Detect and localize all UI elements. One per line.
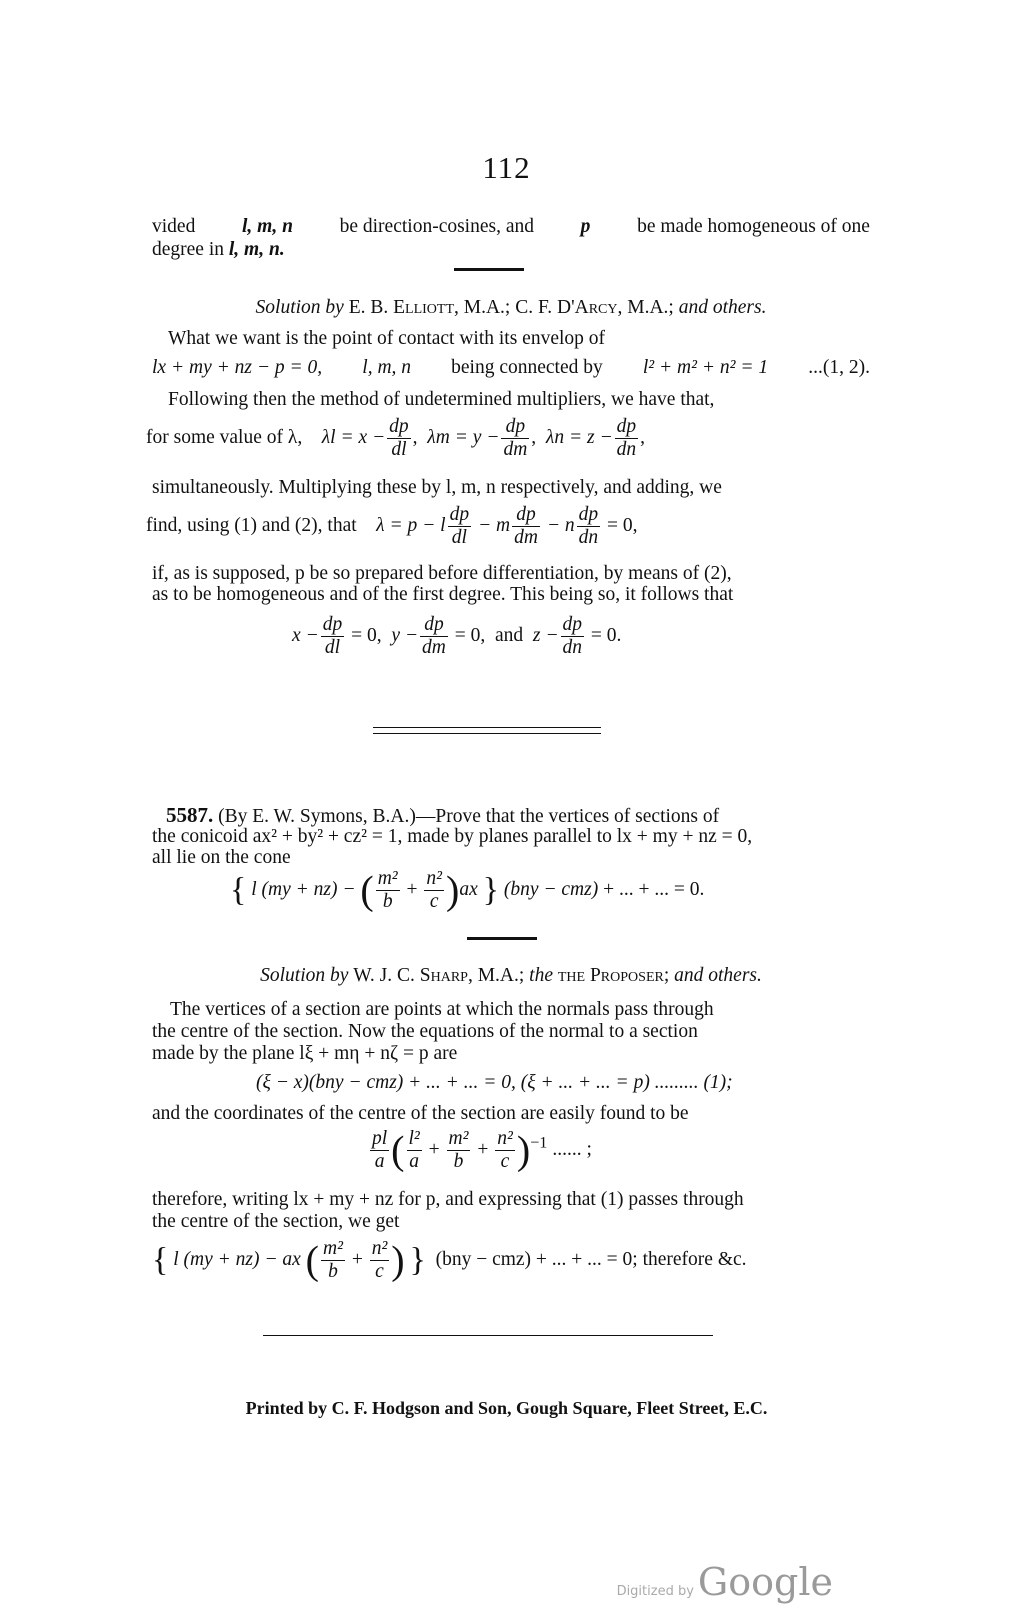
solution-lead: Solution by xyxy=(260,965,349,986)
google-watermark xyxy=(617,1560,833,1604)
intro-text: be made homogeneous of one xyxy=(637,216,870,237)
printer-footer: Printed by C. F. Hodgson and Son, Gough Square, Fleet Street, E.C. xyxy=(245,1398,768,1418)
question-line-2: the conicoid ax² + by² + cz² = 1, made by planes parallel to lx + my + nz = 0, xyxy=(152,826,753,847)
paragraph: Following then the method of undetermined multipliers, we have that, xyxy=(168,389,715,410)
eq-text: being connected by xyxy=(451,357,603,378)
paragraph: if, as is supposed, p be so prepared before differentiation, by means of (2), xyxy=(152,563,732,584)
question-number: 5587. xyxy=(166,803,214,827)
lambda-sum-equation: find, using (1) and (2), that λ = p − l $\frac{dp}{dl}$ − m $\frac{dp}{dm}$ − n $\frac{dp}{dn}$ = 0, xyxy=(146,504,638,548)
section-rule xyxy=(373,733,601,734)
divider xyxy=(467,937,537,940)
paragraph: The vertices of a section are points at which the normals pass through xyxy=(170,999,714,1020)
paragraph: the centre of the section, we get xyxy=(152,1211,400,1232)
eq-cond: l² + m² + n² = 1 xyxy=(642,357,769,378)
intro-text: vided xyxy=(152,216,196,237)
paragraph: simultaneously. Multiplying these by l, m, n respectively, and adding, we xyxy=(152,477,722,498)
eq-plane: lx + my + nz − p = 0, xyxy=(152,357,323,378)
solution-heading-2: Solution by W. J. C. Sharp, M.A.; the the Proposer; and others. xyxy=(260,965,762,986)
eq-ref: ...(1, 2). xyxy=(808,357,870,378)
lambda-equations: for some value of λ, λl = x − $\frac{dp}{dl}$ , λm = y − $\frac{dp}{dm}$ , λn = z − $\frac{dp}{dn}$ , xyxy=(146,416,646,460)
solution-tail: and others. xyxy=(674,965,762,986)
intro-vars: l, m, n. xyxy=(228,239,285,260)
equation-plane xyxy=(152,356,870,380)
divider xyxy=(454,268,524,271)
footer-rule xyxy=(263,1335,713,1336)
final-tail: (bny − cmz) + ... + ... = 0; therefore &c. xyxy=(435,1248,747,1270)
solution-proposer: the Proposer; xyxy=(557,965,670,986)
normal-equation: (ξ − x)(bny − cmz) + ... + ... = 0, (ξ + ... + ... = p) ......... (1); xyxy=(256,1072,733,1093)
intro-var-p: p xyxy=(580,216,591,237)
intro-vars: l, m, n xyxy=(242,216,293,237)
final-equation: { l (my + nz) − ax ( $\frac{\text{m²}}{b}$ + $\frac{\text{n²}}{c}$ ) } (bny − cmz) + ... + ... = 0; therefore &c. xyxy=(152,1237,747,1283)
eq-text: find, using (1) and (2), that xyxy=(146,514,357,536)
intro-text: degree in xyxy=(152,239,225,260)
question-text: (By E. W. Symons, B.A.)—Prove that the vertices of sections of xyxy=(218,806,720,827)
paragraph: as to be homogeneous and of the first degree. This being so, it follows that xyxy=(152,584,734,605)
intro-line-1 xyxy=(152,215,870,239)
paragraph: therefore, writing lx + my + nz for p, and expressing that (1) passes through xyxy=(152,1189,744,1210)
solution-tail: and others. xyxy=(678,297,767,318)
solution-heading xyxy=(152,296,870,320)
eq-vars: l, m, n xyxy=(362,357,412,378)
watermark-prefix: Digitized by xyxy=(616,1584,694,1599)
question-line-3: all lie on the cone xyxy=(152,847,291,868)
eq-text: for some value of λ, xyxy=(146,426,303,448)
section-rule xyxy=(373,727,601,728)
result-equation: x − $\frac{dp}{dl}$ = 0, y − $\frac{dp}{dm}$ = 0, and z − $\frac{dp}{dn}$ = 0. xyxy=(292,614,622,658)
watermark-brand: Google xyxy=(697,1560,833,1604)
paragraph: What we want is the point of contact with its envelop of xyxy=(168,328,606,349)
intro-text: be direction-cosines, and xyxy=(339,216,534,237)
paragraph: and the coordinates of the centre of the section are easily found to be xyxy=(152,1103,689,1124)
paragraph: made by the plane lξ + mη + nζ = p are xyxy=(152,1043,458,1064)
centre-equation: $\frac{pl}{a}$ ( $\frac{\text{l²}}{a}$ + $\frac{\text{m²}}{b}$ + $\frac{\text{n²}}{c}$ )$^{-1}$ ...... ; xyxy=(372,1127,592,1173)
paragraph: the centre of the section. Now the equations of the normal to a section xyxy=(152,1021,698,1042)
solution-authors: E. B. Elliott, M.A.; C. F. D'Arcy, M.A.; xyxy=(348,297,674,318)
solution-authors: W. J. C. Sharp, M.A.; xyxy=(353,965,525,986)
intro-line-2 xyxy=(152,238,870,262)
solution-lead: Solution by xyxy=(255,297,344,318)
page-number: 112 xyxy=(482,150,531,185)
cone-equation: { l (my + nz) − ( $\frac{\text{m²}}{b}$ + $\frac{\text{n²}}{c}$ )ax } (bny − cmz) + ... + ... = 0. xyxy=(230,867,705,913)
